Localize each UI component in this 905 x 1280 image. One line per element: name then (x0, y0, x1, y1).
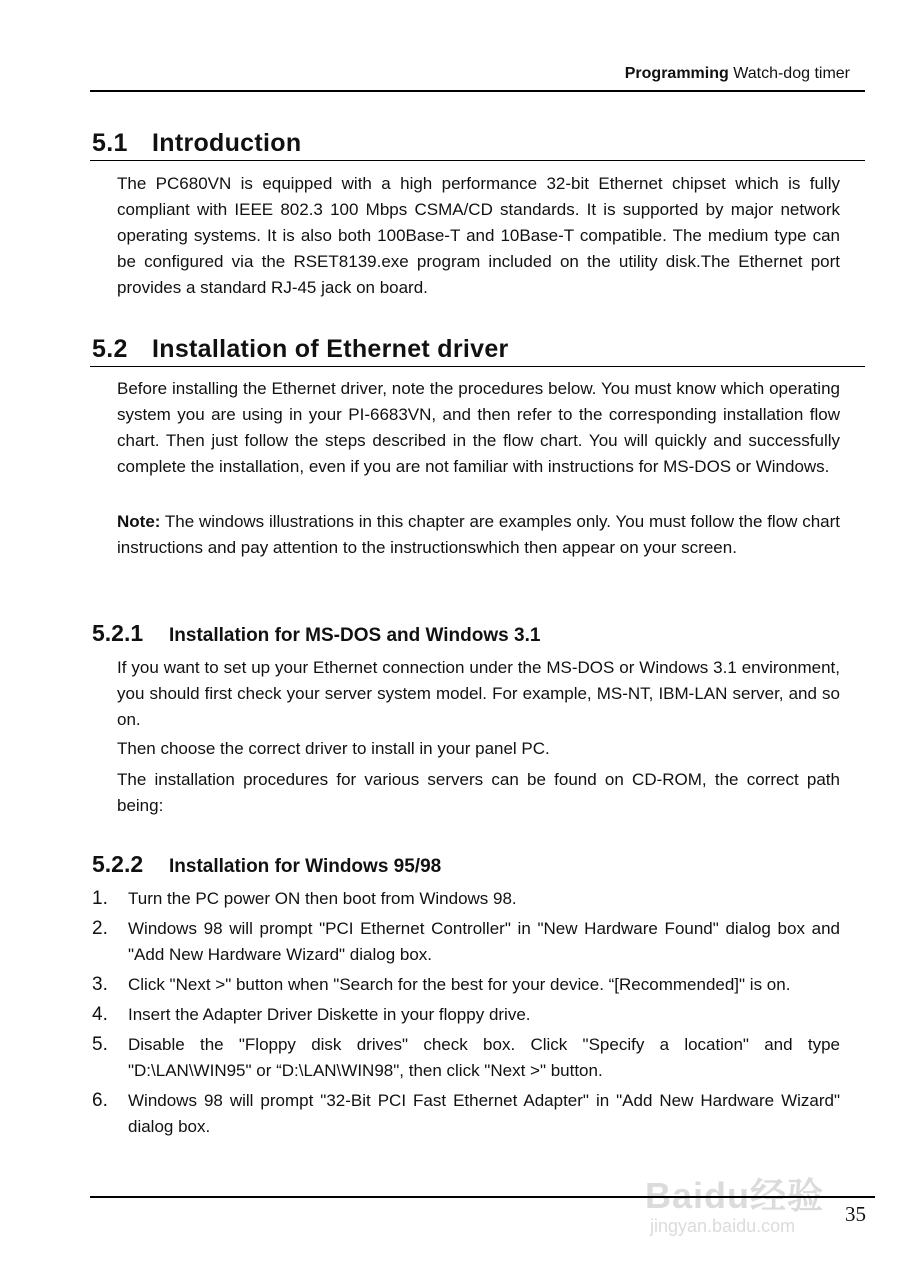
step-number: 1. (92, 888, 108, 909)
step-text: Insert the Adapter Driver Diskette in your floppy drive. (128, 1005, 531, 1024)
header-rule (90, 90, 865, 92)
step-text: Disable the "Floppy disk drives" check box. Click "Specify a location" and type "D:\LAN\WIN95" or “D:\LAN\WIN98", then click "Next >" button. (128, 1035, 840, 1080)
list-item (92, 1002, 840, 1028)
subsection-heading-5-2-2 (92, 851, 441, 880)
subsection-title: Installation for Windows 95/98 (169, 856, 442, 877)
section-heading-5-1 (92, 128, 301, 158)
list-item (92, 886, 840, 912)
section-heading-5-2 (92, 334, 509, 364)
list-item (92, 1032, 840, 1084)
step-text: Click "Next >" button when "Search for the best for your device. “[Recommended]" is on. (128, 975, 791, 994)
step-number: 2. (92, 918, 108, 939)
list-item (92, 916, 840, 968)
subsection-heading-5-2-1 (92, 620, 540, 649)
step-number: 4. (92, 1004, 108, 1025)
install-steps-list (92, 886, 840, 1144)
subsection-number: 5.2.2 (92, 851, 144, 877)
subsection-title: Installation for MS-DOS and Windows 3.1 (169, 625, 541, 646)
section-title: Introduction (152, 129, 302, 157)
step-text: Turn the PC power ON then boot from Windows 98. (128, 889, 517, 908)
section-rule (90, 160, 865, 161)
intro-paragraph: The PC680VN is equipped with a high performance 32-bit Ethernet chipset which is fully compliant with IEEE 802.3 100 Mbps CSMA/CD standards. It is supported by major network operating systems. It is also both 100Base-T and 10Base-T compatible. The medium type can be configured via the RSET8139.exe program included on the utility disk.The Ethernet port provides a standard RJ-45 jack on board. (117, 174, 840, 297)
list-item (92, 972, 840, 998)
footer-rule (90, 1196, 875, 1198)
msdos-paragraph: Then choose the correct driver to install in your panel PC. (117, 739, 550, 758)
msdos-paragraph: The installation procedures for various servers can be found on CD-ROM, the correct path being: (117, 770, 840, 815)
section-number: 5.1 (92, 129, 128, 157)
section-title: Installation of Ethernet driver (152, 335, 509, 363)
driver-paragraph: Before installing the Ethernet driver, note the procedures below. You must know which operating system you are using in your PI-6683VN, and then refer to the corresponding installation flow chart. Then just follow the steps described in the flow chart. You will quickly and successfully complete the installation, even if you are not familiar with instructions for MS-DOS or Windows. (117, 379, 840, 476)
subsection-number: 5.2.1 (92, 620, 144, 646)
note-paragraph (117, 509, 840, 561)
step-number: 3. (92, 974, 108, 995)
running-header (90, 64, 850, 84)
baidu-watermark-logo (640, 1150, 860, 1250)
list-item (92, 1088, 840, 1140)
msdos-paragraph: If you want to set up your Ethernet connection under the MS-DOS or Windows 3.1 environment, you should first check your server system model. For example, MS-NT, IBM-LAN server, and so on. (117, 658, 840, 729)
page-number: 35 (845, 1202, 866, 1226)
running-header-chapter: Programming (624, 65, 729, 82)
note-label: Note: (117, 512, 161, 531)
section-rule (90, 366, 865, 367)
step-text: Windows 98 will prompt "PCI Ethernet Controller" in "New Hardware Found" dialog box and "Add New Hardware Wizard" dialog box. (128, 919, 840, 964)
note-text: The windows illustrations in this chapter are examples only. You must follow the flow chart instructions and pay attention to the instructionswhich then appear on your screen. (117, 512, 840, 557)
section-number: 5.2 (92, 335, 128, 363)
watermark-logo-text: Baidu经验 (645, 1175, 825, 1216)
step-text: Windows 98 will prompt "32-Bit PCI Fast Ethernet Adapter" in "Add New Hardware Wizard" dialog box. (128, 1091, 840, 1136)
step-number: 5. (92, 1034, 108, 1055)
step-number: 6. (92, 1090, 108, 1111)
watermark-url: jingyan.baidu.com (650, 1216, 796, 1236)
running-header-topic: Watch-dog timer (733, 65, 850, 82)
